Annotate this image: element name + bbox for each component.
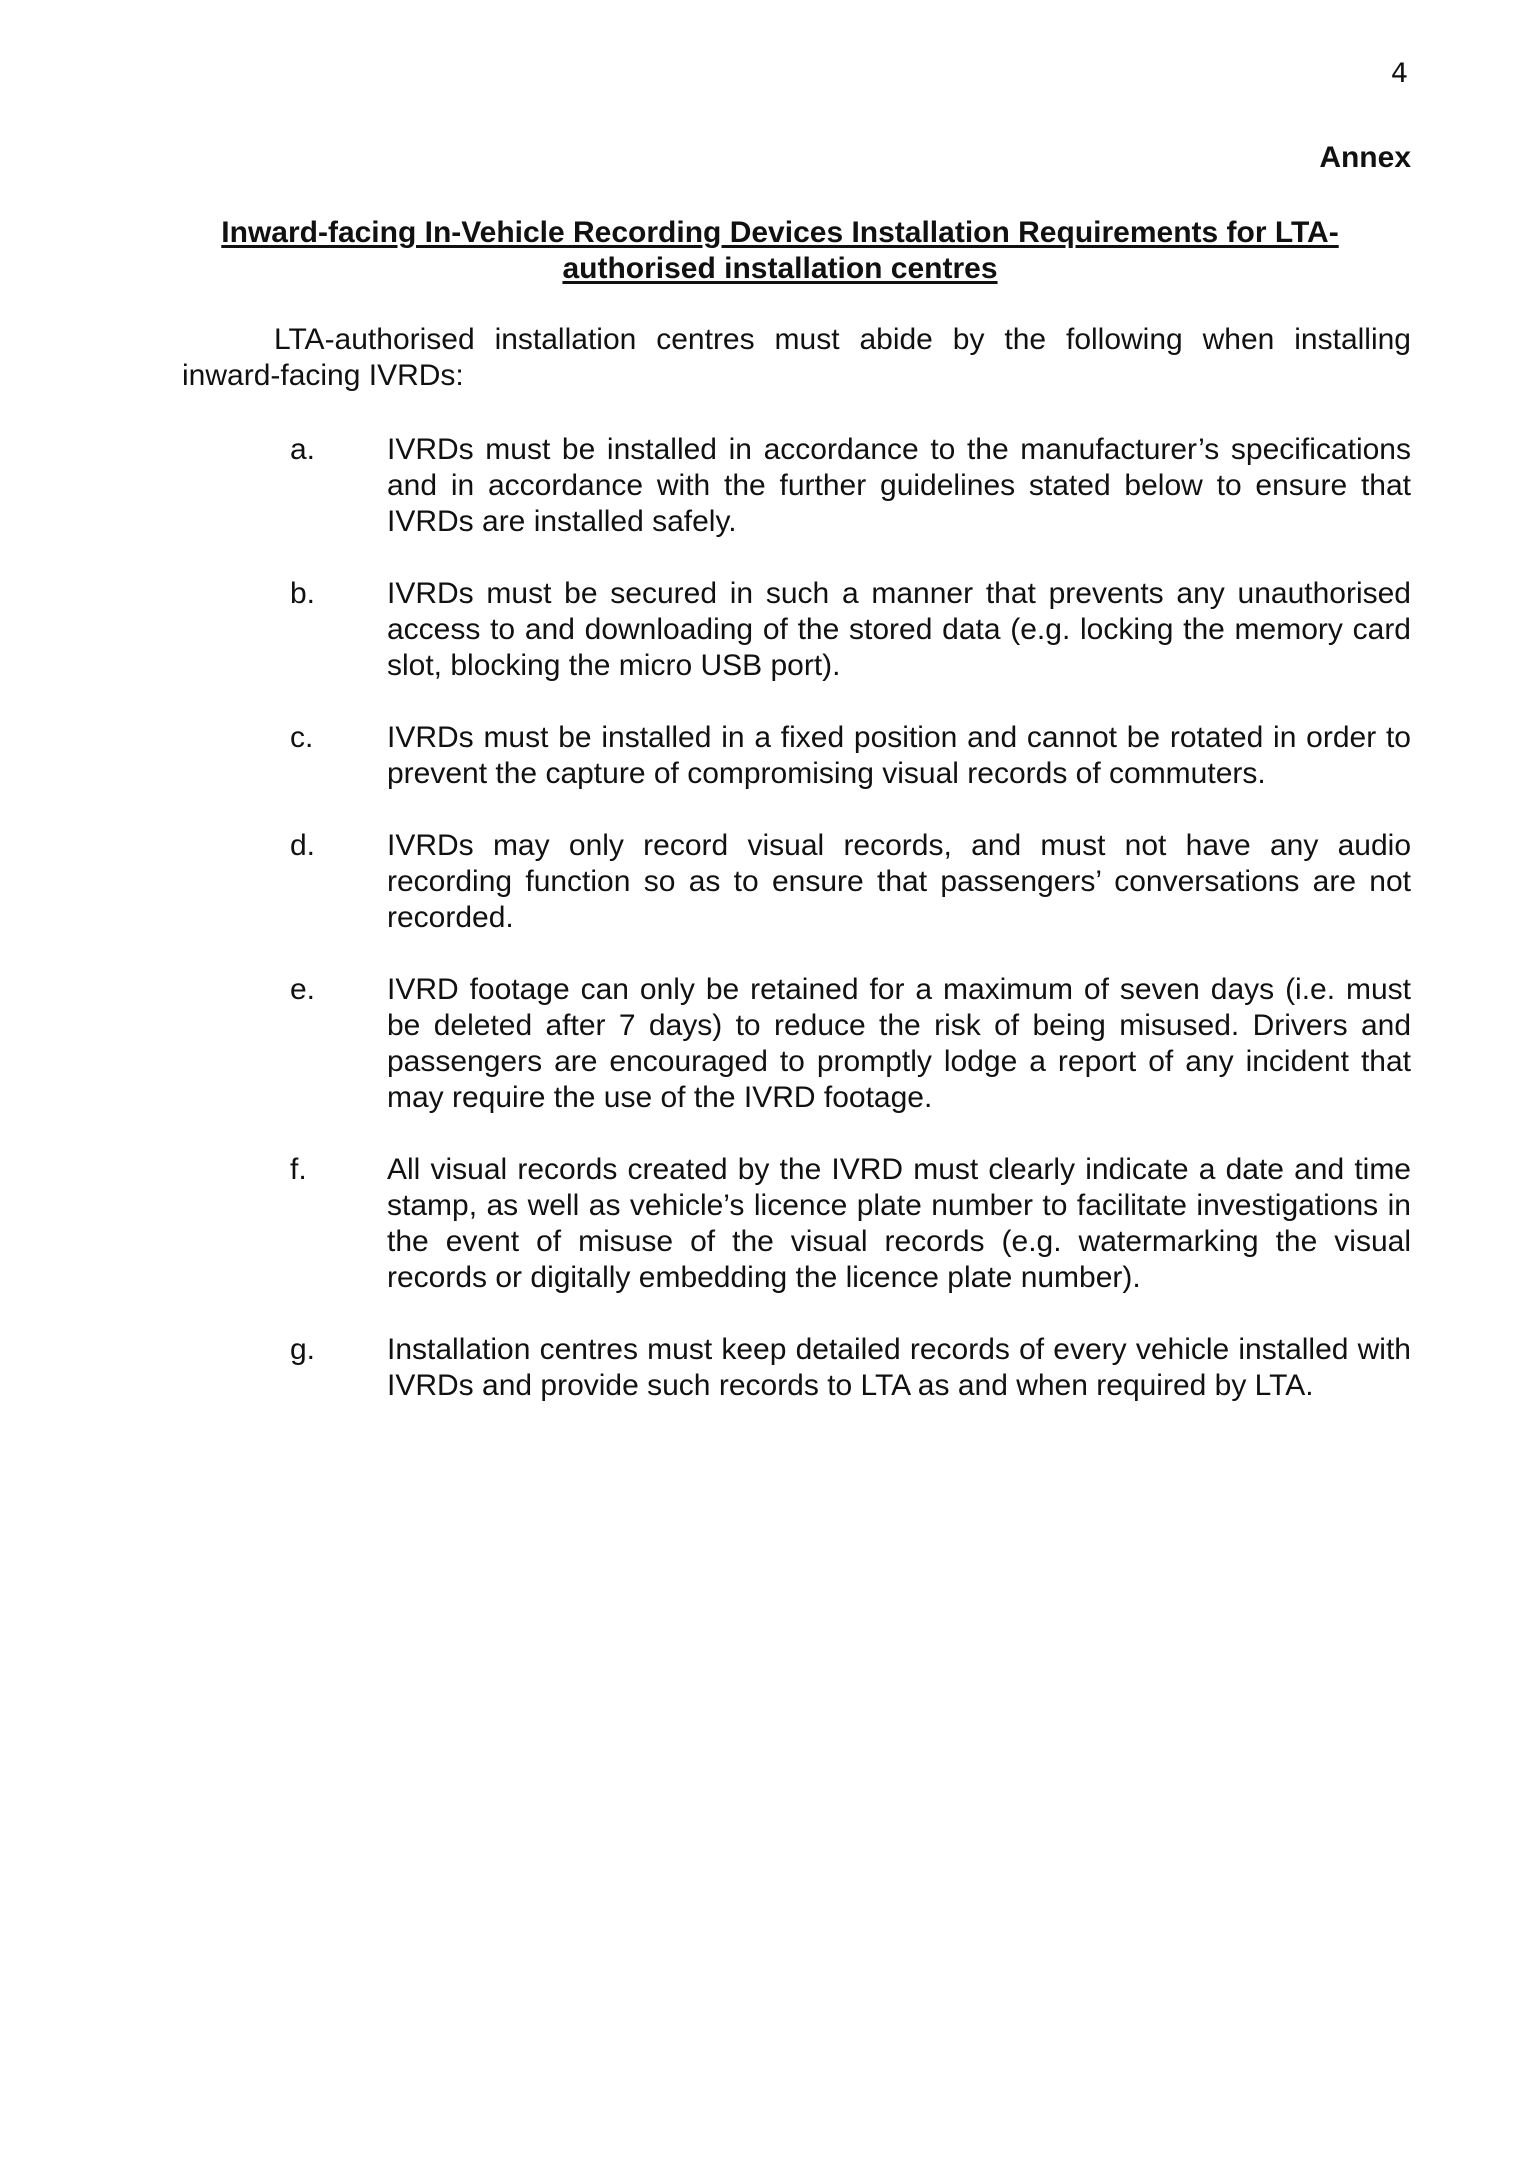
- item-text: Installation centres must keep detailed records of every vehicle installed with IVRDs and provide such records to LTA as and when required by LTA.: [387, 1333, 1411, 1402]
- item-marker: e.: [290, 973, 316, 1006]
- requirement-item-c: [290, 720, 1411, 792]
- document-title: Inward-facing In-Vehicle Recording Devices Installation Requirements for LTA-authorised installation centres: [221, 216, 1339, 285]
- item-text: All visual records created by the IVRD must clearly indicate a date and time stamp, as well as vehicle’s licence plate number to facilitate investigations in the event of misuse of the visual records (e.g. watermarking the visual records or digitally embedding the licence plate number).: [387, 1153, 1411, 1294]
- item-text: IVRDs may only record visual records, and must not have any audio recording function so as to ensure that passengers’ conversations are not recorded.: [387, 829, 1411, 934]
- item-text: IVRDs must be installed in accordance to the manufacturer’s specifications and in accordance with the further guidelines stated below to ensure that IVRDs are installed safely.: [387, 433, 1411, 538]
- item-marker: f.: [290, 1153, 307, 1186]
- requirement-item-g: [290, 1332, 1411, 1404]
- intro-paragraph: LTA-authorised installation centres must abide by the following when installing inward-facing IVRDs:: [182, 323, 1411, 392]
- annex-label: Annex: [1319, 141, 1411, 174]
- item-marker: d.: [290, 829, 316, 862]
- requirement-item-d: [290, 828, 1411, 936]
- page-number: 4: [1390, 58, 1408, 89]
- item-text: IVRDs must be secured in such a manner that prevents any unauthorised access to and downloading of the stored data (e.g. locking the memory card slot, blocking the micro USB port).: [387, 577, 1411, 682]
- item-marker: g.: [290, 1333, 316, 1366]
- requirement-item-f: [290, 1152, 1411, 1296]
- requirement-item-e: [290, 972, 1411, 1116]
- item-text: IVRD footage can only be retained for a maximum of seven days (i.e. must be deleted after 7 days) to reduce the risk of being misused. Drivers and passengers are encouraged to promptly lodge a report of any incident that may require the use of the IVRD footage.: [387, 973, 1411, 1114]
- item-text: IVRDs must be installed in a fixed position and cannot be rotated in order to prevent the capture of compromising visual records of commuters.: [387, 721, 1411, 790]
- requirement-item-a: [290, 432, 1411, 540]
- requirement-item-b: [290, 576, 1411, 684]
- requirements-list: [290, 432, 1411, 1440]
- item-marker: a.: [290, 433, 316, 466]
- item-marker: c.: [290, 721, 314, 754]
- item-marker: b.: [290, 577, 316, 610]
